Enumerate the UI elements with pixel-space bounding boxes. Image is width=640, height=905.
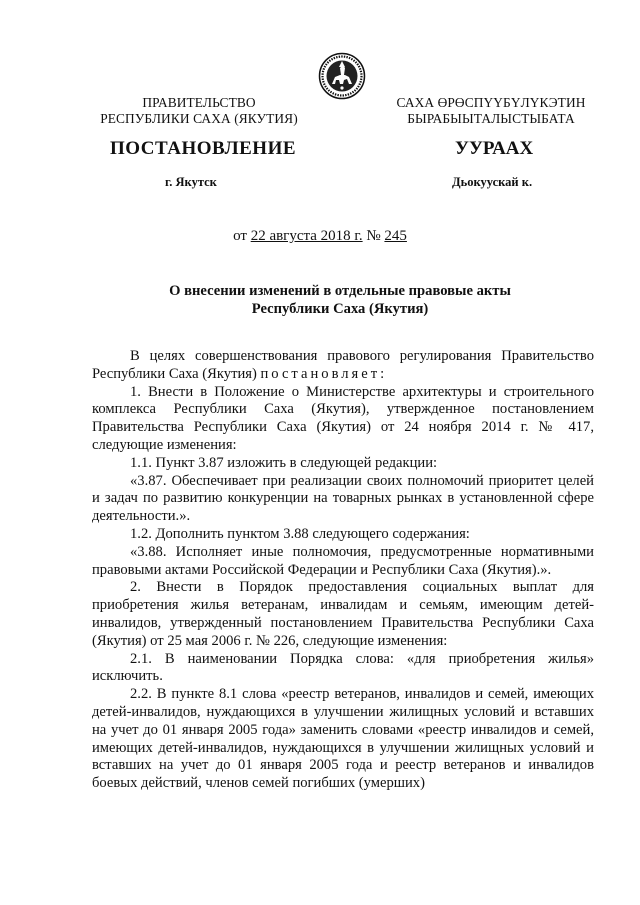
government-name-sakha-line1: САХА ӨРӨСПҮҮБҮЛҮКЭТИН <box>396 95 586 110</box>
government-name-sakha-line2: БЫРАБЫЫТАЛЫСТЫБАТА <box>407 111 575 126</box>
document-date: 22 августа 2018 г. <box>250 228 363 244</box>
government-name-ru-line1: ПРАВИТЕЛЬСТВО <box>142 95 256 110</box>
document-body <box>92 348 594 793</box>
paragraph-3-87: «3.87. Обеспечивает при реализации своих полномочий приоритет целей и задач по развитию конкуренции на товарных рынках в установленной сфере деятельности.». <box>92 472 594 525</box>
document-number: 245 <box>384 228 407 244</box>
government-name-ru <box>100 95 298 127</box>
government-name-ru-line2: РЕСПУБЛИКИ САХА (ЯКУТИЯ) <box>100 111 298 126</box>
resolves-word: постановляет <box>260 365 381 382</box>
number-label: № <box>362 228 385 244</box>
government-name-sakha <box>392 95 590 127</box>
paragraph-2-2: 2.2. В пункте 8.1 слова «реестр ветеранов, инвалидов и семей, имеющих детей-инвалидов, нуждающихся в улучшении жилищных условий и вставших на учет до 01 января 2005 года» заменить словами «реестр инвалидов и семей, имеющих детей-инвалидов, нуждающихся в улучшении жилищных условий и вставших на учет до 01 января 2005 года и реестр ветеранов и инвалидов боевых действий, членов семей погибших (умерших) <box>92 686 594 792</box>
doc-type-ru: ПОСТАНОВЛЕНИЕ <box>110 138 297 159</box>
preamble-text: В целях совершенствования правового регулирования Правительство Республики Саха (Якутия) <box>92 348 594 382</box>
paragraph-1-2: 1.2. Дополнить пунктом 3.88 следующего содержания: <box>130 525 470 542</box>
paragraph-1: 1. Внести в Положение о Министерстве архитектуры и строительного комплекса Республики Саха (Якутия), утвержденное постановлением Правительства Республики Саха (Якутия) от 24 ноября 2014 г. № 417, следующие изменения: <box>92 383 594 453</box>
city-sakha: Дьокуускай к. <box>452 175 533 189</box>
date-prefix: от <box>233 228 251 244</box>
document-title <box>92 282 588 318</box>
document-title-line2: Республики Саха (Якутия) <box>251 301 429 317</box>
document-date-line <box>0 228 640 245</box>
paragraph-2-1: 2.1. В наименовании Порядка слова: «для приобретения жилья» исключить. <box>92 650 594 685</box>
city-ru: г. Якутск <box>165 175 217 189</box>
doc-type-sakha: УУРААХ <box>455 138 534 159</box>
paragraph-1-1: 1.1. Пункт 3.87 изложить в следующей редакции: <box>130 454 438 471</box>
paragraph-2: 2. Внести в Порядок предоставления социальных выплат для приобретения жилья ветеранам, инвалидам и семьям, имеющим детей-инвалидов, утвержденный постановлением Правительства Республики Саха (Якутия) от 25 мая 2006 г. № 226, следующие изменения: <box>92 579 594 649</box>
preamble-colon: : <box>380 365 385 382</box>
paragraph-preamble <box>92 348 594 384</box>
paragraph-3-88: «3.88. Исполняет иные полномочия, предусмотренные нормативными правовыми актами Российской Федерации и Республики Саха (Якутия).». <box>92 543 594 578</box>
document-title-line1: О внесении изменений в отдельные правовые акты <box>169 283 511 299</box>
coat-of-arms-icon <box>318 52 366 100</box>
